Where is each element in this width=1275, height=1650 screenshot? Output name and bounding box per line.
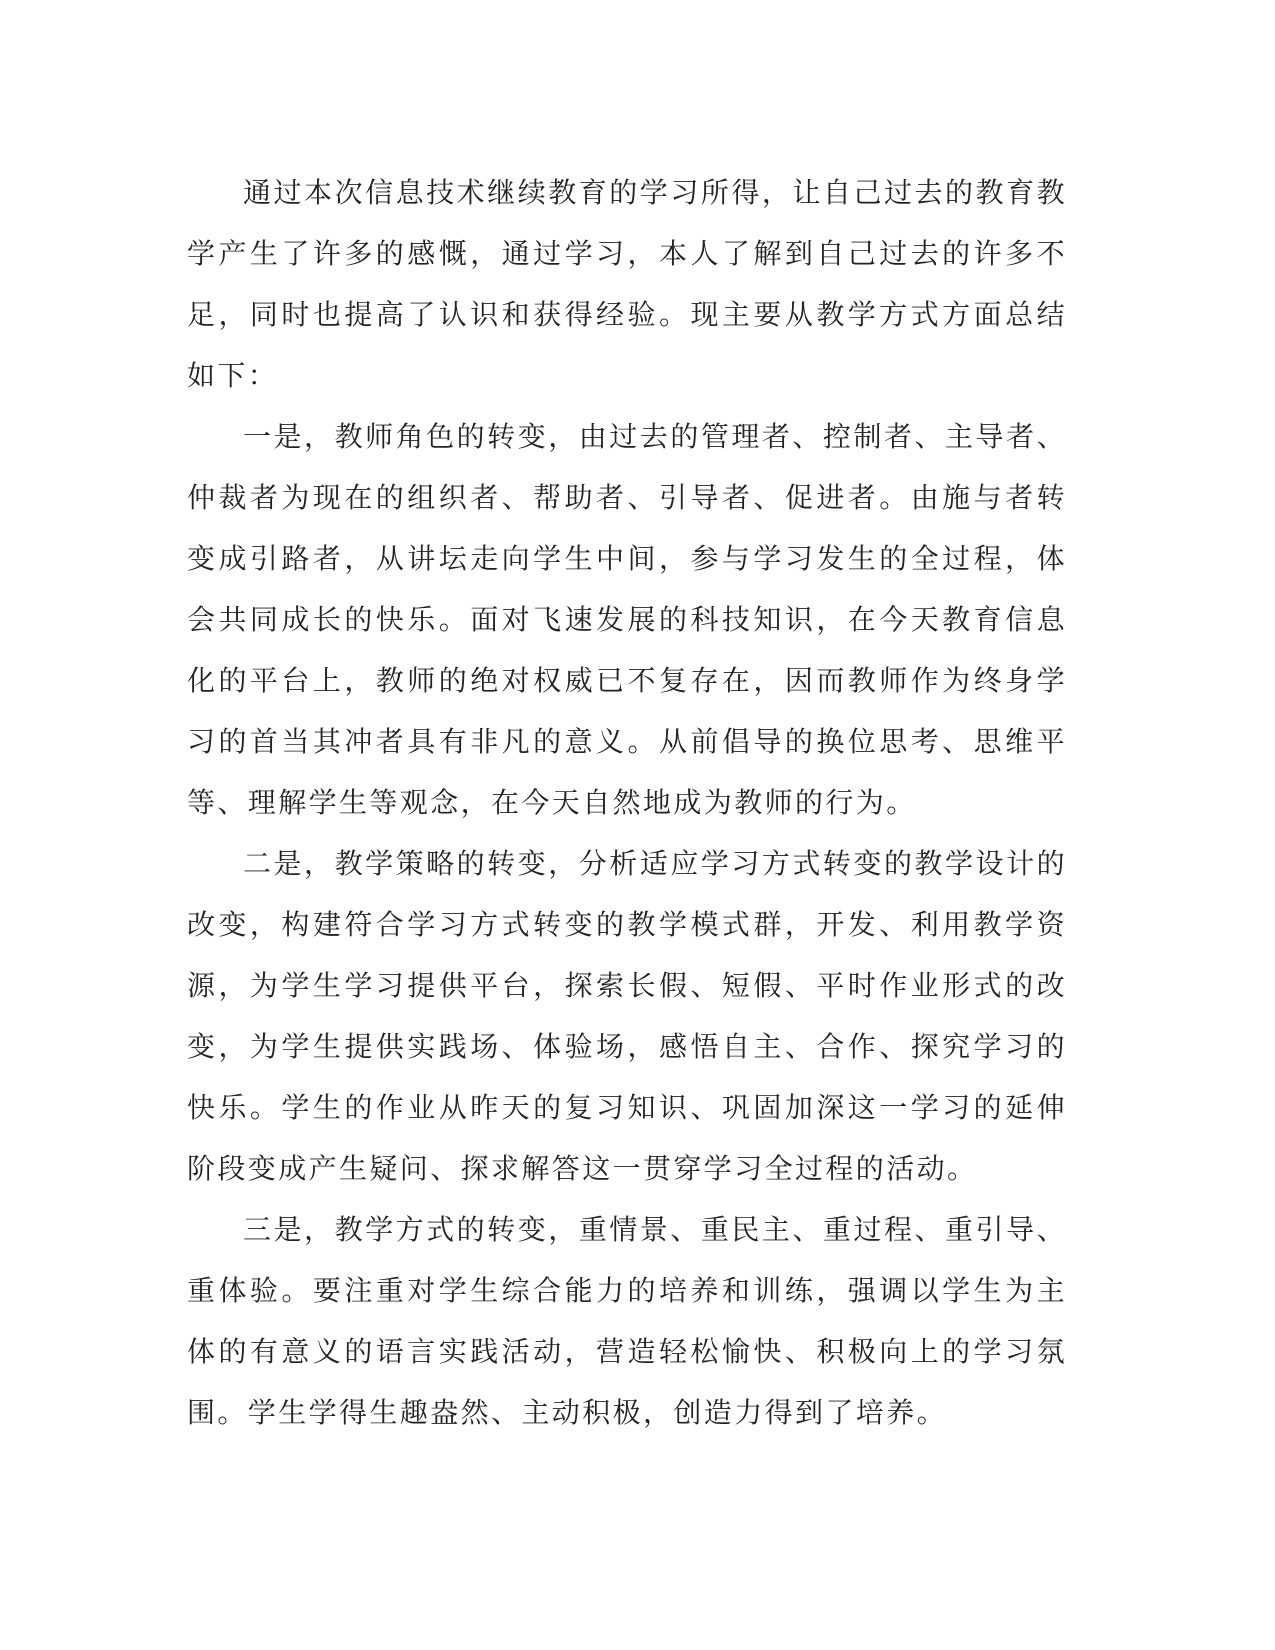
paragraph-intro: 通过本次信息技术继续教育的学习所得，让自己过去的教育教学产生了许多的感慨，通过学习，本人了解到自己过去的许多不足，同时也提高了认识和获得经验。现主要从教学方式方面总结如下： [187,176,1067,392]
document-body [187,162,1067,1443]
paragraph-teacher-role: 一是，教师角色的转变，由过去的管理者、控制者、主导者、仲裁者为现在的组织者、帮助者、引导者、促进者。由施与者转变成引路者，从讲坛走向学生中间，参与学习发生的全过程，体会共同成长的快乐。面对飞速发展的科技知识，在今天教育信息化的平台上，教师的绝对权威已不复存在，因而教师作为终身学习的首当其冲者具有非凡的意义。从前倡导的换位思考、思维平等、理解学生等观念，在今天自然地成为教师的行为。 [187,420,1067,819]
paragraph-teaching-strategy: 二是，教学策略的转变，分析适应学习方式转变的教学设计的改变，构建符合学习方式转变的教学模式群，开发、利用教学资源，为学生学习提供平台，探索长假、短假、平时作业形式的改变，为学生提供实践场、体验场，感悟自主、合作、探究学习的快乐。学生的作业从昨天的复习知识、巩固加深这一学习的延伸阶段变成产生疑问、探求解答这一贯穿学习全过程的活动。 [187,847,1067,1185]
paragraph-teaching-method: 三是，教学方式的转变，重情景、重民主、重过程、重引导、重体验。要注重对学生综合能力的培养和训练，强调以学生为主体的有意义的语言实践活动，营造轻松愉快、积极向上的学习氛围。学生学得生趣盎然、主动积极，创造力得到了培养。 [187,1213,1067,1429]
